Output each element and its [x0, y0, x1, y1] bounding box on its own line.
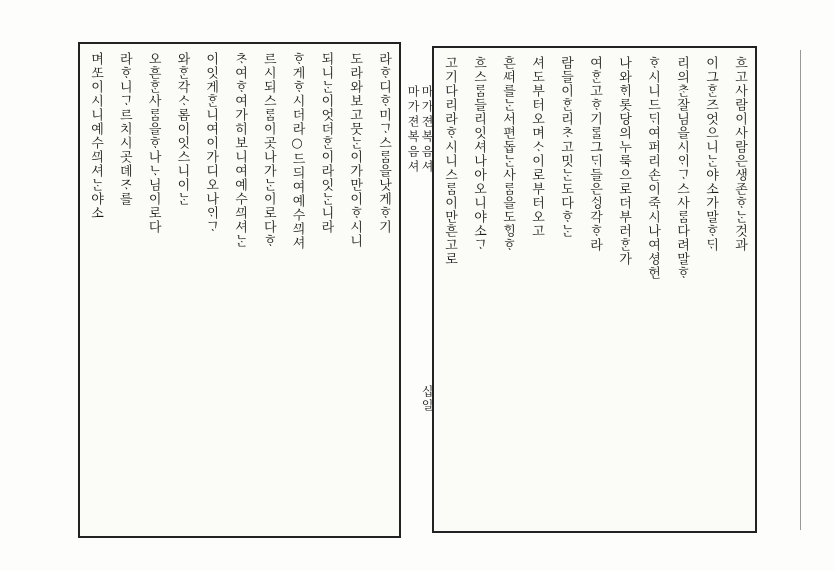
text-column: 람들이ᄒᆞᆫ리ᄎᆞ고밋ᄂᆞᆫ도다ᄒᆞᄂᆞᆫ	[558, 56, 573, 238]
left-page-columns	[86, 52, 393, 528]
left-page	[78, 42, 401, 538]
text-column: 이그ᄒᆞᆫ즈엇으니ᄂᆞᆫ야소가말ᄒᆞᄃᆡ	[703, 56, 718, 252]
text-column: 이잇게ᄒᆞᆫ니여이가디오나ᄋᆡᄀᆞ	[203, 52, 219, 234]
text-column: 라ᄒᆞ디ᄒᆞ미ᄀᆞ스ᄅᆞᆷ을낫게ᄒᆞ기	[375, 52, 391, 234]
text-column: ᄒᆞ시니드ᄃᆡ여퍼리손이죽시나여셩헌	[645, 56, 660, 280]
text-column: ᄎᆞ여ᄒᆞ여가히보니여예수ᄭᅴ셔ᄂᆞᆫ	[231, 52, 247, 248]
text-column: 흐스ᄅᆞᆷ들리잇셔나아오니야소ᄀᆞ	[471, 56, 486, 252]
text-column: 여ᄒᆞᆫ고ᄒᆞ기ᄅᆞᆯ그ᄃᆡ들은ᄉᆡᆼ각ᄒᆞ라	[587, 56, 602, 252]
text-column: 나와ᄒᆡ롯당의누룩으로더부러ᄒᆞᆫ가	[616, 56, 631, 266]
text-column: ᄒᆞ게ᄒᆞ시더라○드듸여예수ᄭᅴ셔	[289, 52, 305, 250]
text-column: 르시되스ᄅᆞᆷ이곳나가ᄂᆞᆫ이로다ᄒᆞ	[260, 52, 276, 248]
text-column: 셔도부터오며ᄉᆞ이로부터오고	[529, 56, 544, 238]
page-gutter	[401, 45, 432, 515]
text-column: 오흔ᄒᆞᆫ사ᄅᆞᆷ을ᄒᆞ나ᄂᆞ님이로다	[145, 52, 161, 234]
text-column: 리의ᄎᆞᆫ잘님을시ᄋᆡᄀᆞ스사ᄅᆞᆷ다려말ᄒᆞ	[674, 56, 689, 280]
text-column: 와ᄒᆞᆫ각ᄉᆞ롬이잇스니이ᄂᆞᆫ	[174, 52, 190, 206]
right-page-columns	[440, 56, 749, 523]
text-column: 며ᄯᅩ이시니예수ᄭᅴ셔ᄂᆞᆫ야소	[88, 52, 103, 220]
right-page	[432, 46, 757, 533]
text-column: 라ᄒᆞ니ᄀᆞ르치시곳뎨ᄌᆞ를	[116, 52, 132, 206]
running-title-left: 마가젼복음셔	[406, 85, 420, 175]
text-column: 고기다리라ᄒᆞ시니스ᄅᆞᆷ이만흔고로	[442, 56, 457, 266]
page-number: 십일	[420, 385, 434, 413]
text-column: 도라와보고뭇ᄂᆞᆫ이가만이ᄒᆞ시니	[347, 52, 363, 248]
text-column: 흔ᄯᅥ를ᄂᆞᆫ서편돕ᄂᆞᆫ사ᄅᆞᆷ을도ᄒᆡᆼᄒᆞ	[500, 56, 515, 252]
text-column: 흐고사람이사람은생존ᄒᆞᄂᆞᆫ것과	[732, 56, 747, 252]
edge-rule	[800, 50, 801, 530]
running-title-right: 마가젼복음셔	[420, 85, 434, 175]
text-column: 되니ᄂᆞᆫ이엇더ᄒᆞᆫ이라잇ᄂᆞᆫ니라	[318, 52, 334, 234]
